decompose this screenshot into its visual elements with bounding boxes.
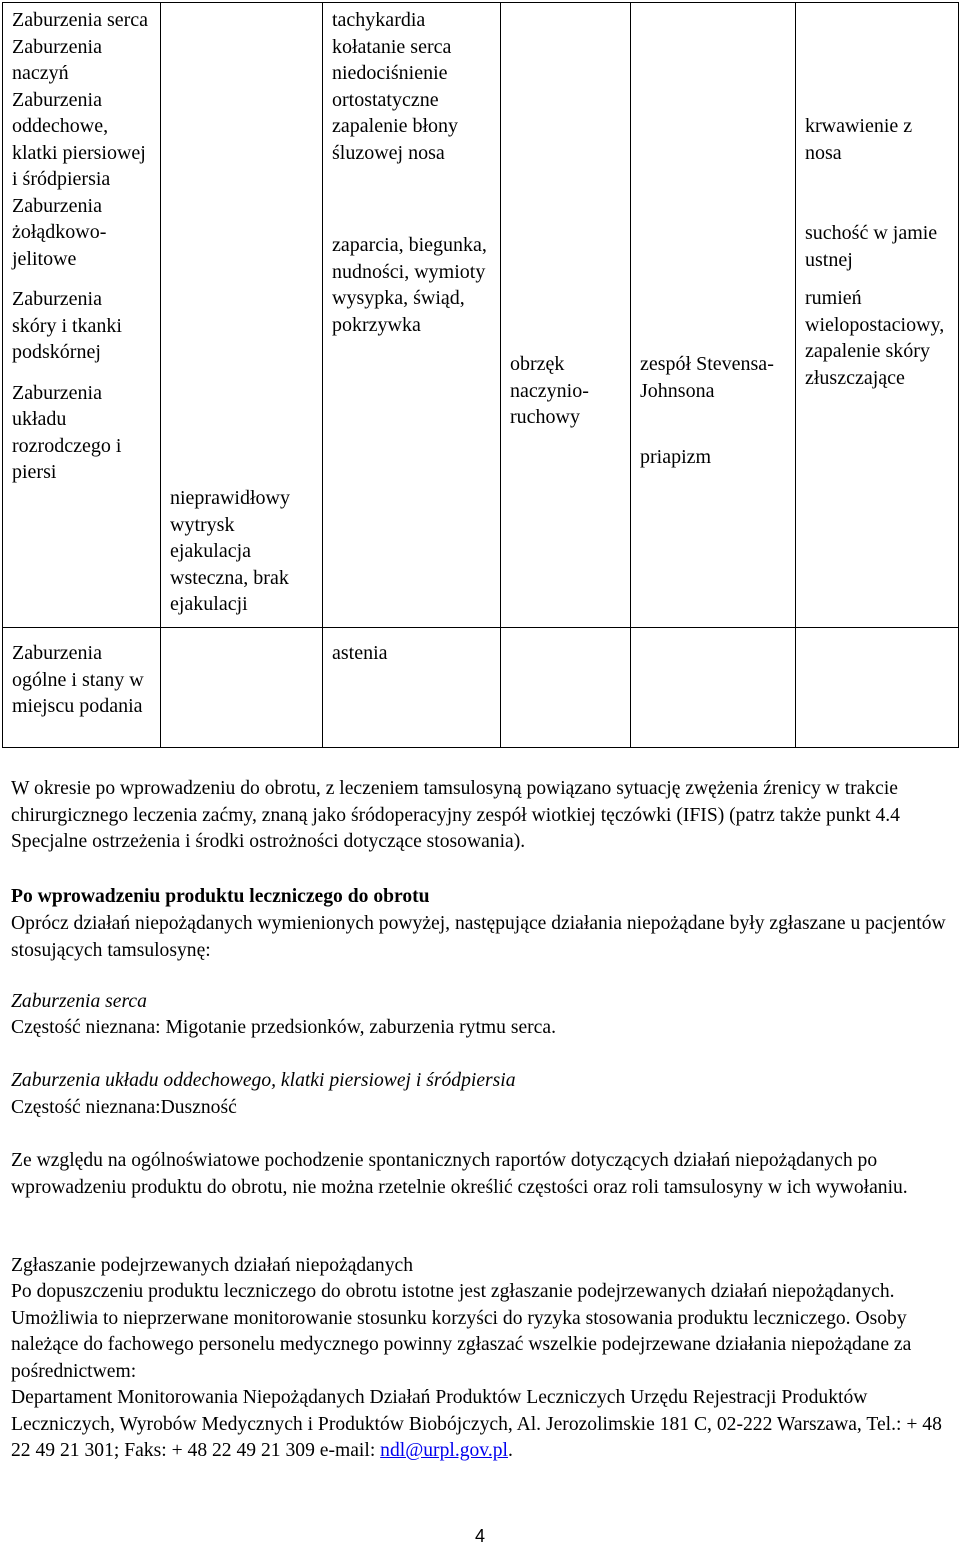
effect-text: wysypka, świąd, pokrzywka <box>332 287 465 336</box>
address-text: Departament Monitorowania Niepożądanych Działań Produktów Leczniczych Urzędu Rejestracji Produktów Leczniczych, Wyrobów Medycznych i Produktów Biobójczych, Al. Jerozolimskie 181 C, 02-222 Warszawa, Tel.: + 48 22 49 21 301; Faks: + 48 22 49 21 309 e-mail: <box>11 1387 942 1462</box>
page-number: 4 <box>474 1526 485 1546</box>
frequency-cell-uncommon <box>323 3 501 628</box>
organ-class: Zaburzenia skóry i tkanki podskórnej <box>12 288 122 363</box>
frequency-cell-unknown <box>796 628 959 748</box>
ifis-paragraph: W okresie po wprowadzeniu do obrotu, z leczeniem tamsulosyną powiązano sytuację zwężenia źrenicy w trakcie chirurgicznego leczenia zaćmy, znaną jako śródoperacyjny zespół wiotkiej tęczówki (IFIS) (patrz także punkt 4.4 Specjalne ostrzeżenia i środki ostrożności dotyczące stosowania). <box>11 778 900 853</box>
postmarketing-heading: Po wprowadzeniu produktu leczniczego do obrotu <box>11 886 430 907</box>
effect-text: zaparcia, biegunka, nudności, wymioty <box>332 234 487 283</box>
organ-class: Zaburzenia układu rozrodczego i piersi <box>12 381 122 483</box>
effect-text: niedociśnienie ortostatyczne <box>332 62 448 111</box>
frequency-cell-common <box>161 628 323 748</box>
effect-text: nieprawidłowy wytrysk ejakulacja wsteczna, brak ejakulacji <box>170 487 290 615</box>
effect-text: zespół Stevensa-Johnsona <box>640 353 774 402</box>
frequency-cell-very-rare <box>631 628 796 748</box>
frequency-cell-very-rare <box>631 3 796 628</box>
effect-text: tachykardia kołatanie serca <box>332 9 452 58</box>
organ-class: Zaburzenia naczyń <box>12 35 102 84</box>
adverse-effects-table <box>2 2 959 748</box>
effect-text: priapizm <box>640 446 712 468</box>
respiratory-disorders-heading: Zaburzenia układu oddechowego, klatki piersiowej i śródpiersia <box>11 1070 516 1091</box>
address-end: . <box>507 1440 513 1462</box>
organ-class: Zaburzenia serca <box>12 9 149 31</box>
effect-text: suchość w jamie ustnej <box>805 222 938 271</box>
frequency-cell-rare <box>501 628 631 748</box>
effect-text: zapalenie błony śluzowej nosa <box>332 115 459 164</box>
heart-disorders-heading: Zaburzenia serca <box>11 991 147 1012</box>
respiratory-disorders-text: Częstość nieznana:Duszność <box>11 1097 237 1118</box>
effect-text: astenia <box>332 642 388 664</box>
frequency-cell-common <box>161 3 323 628</box>
organ-class: Zaburzenia ogólne i stany w miejscu podania <box>12 642 144 717</box>
organ-class-cell <box>3 628 161 748</box>
reporting-heading: Zgłaszanie podejrzewanych działań niepożądanych <box>11 1255 414 1276</box>
global-reports-paragraph: Ze względu na ogólnoświatowe pochodzenie spontanicznych raportów dotyczących działań niepożądanych po wprowadzeniu produktu do obrotu, nie można rzetelnie określić częstości oraz roli tamsulosyny w ich wywołaniu. <box>11 1150 908 1198</box>
postmarketing-paragraph: Oprócz działań niepożądanych wymienionych powyżej, następujące działania niepożądane były zgłaszane u pacjentów stosujących tamsulosynę: <box>11 913 946 961</box>
organ-class: Zaburzenia oddechowe, klatki piersiowej i śródpiersia <box>12 88 146 190</box>
frequency-cell-rare <box>501 3 631 628</box>
effect-text: rumień wielopostaciowy, zapalenie skóry złuszczające <box>805 287 945 389</box>
organ-class: Zaburzenia żołądkowo-jelitowe <box>12 194 107 270</box>
address-paragraph <box>11 1385 951 1465</box>
reporting-paragraph: Po dopuszczeniu produktu leczniczego do obrotu istotne jest zgłaszanie podejrzewanych działań niepożądanych. Umożliwia to nieprzerwane monitorowanie stosunku korzyści do ryzyka stosowania produktu leczniczego. Osoby należące do fachowego personelu medycznego powinny zgłaszać wszelkie podejrzewane działania niepożądane za pośrednictwem: <box>11 1281 912 1382</box>
email-link[interactable]: ndl@urpl.gov.pl <box>380 1440 508 1462</box>
organ-class-cell <box>3 3 161 628</box>
frequency-cell-uncommon <box>323 628 501 748</box>
heart-disorders-text: Częstość nieznana: Migotanie przedsionków, zaburzenia rytmu serca. <box>11 1017 556 1038</box>
table-row <box>3 628 959 748</box>
table-row <box>3 3 959 628</box>
effect-text: obrzęk naczynio-ruchowy <box>510 353 589 428</box>
effect-text: krwawienie z nosa <box>805 115 913 164</box>
frequency-cell-unknown <box>796 3 959 628</box>
